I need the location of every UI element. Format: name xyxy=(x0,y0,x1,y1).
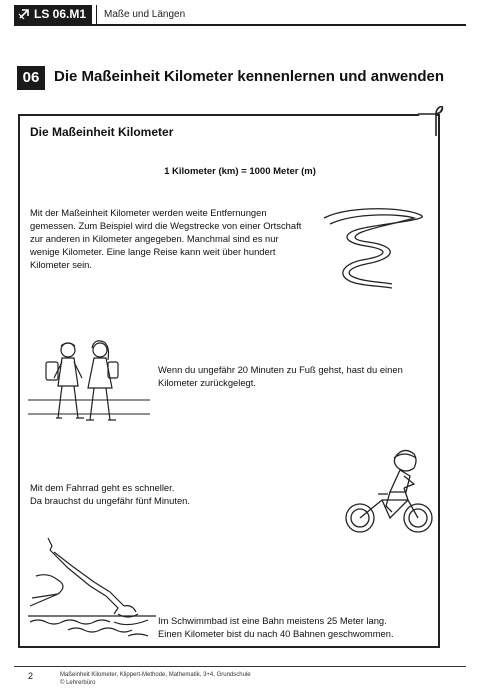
diving-swimmer-icon xyxy=(28,536,156,646)
walking-paragraph xyxy=(158,363,428,389)
text-line: gemessen. Zum Beispiel wird die Wegstrecke von einer Ortschaft xyxy=(30,220,302,231)
lesson-code-badge xyxy=(14,5,92,24)
fold-arrow-icon xyxy=(18,8,30,20)
header-divider xyxy=(96,5,97,24)
page-curl-icon xyxy=(414,106,446,140)
header-rule xyxy=(14,24,466,26)
winding-road-icon xyxy=(322,202,434,294)
cyclist-icon xyxy=(342,446,436,536)
page-title: Die Maßeinheit Kilometer kennenlernen und anwenden xyxy=(54,68,445,85)
text-line: Da brauchst du ungefähr fünf Minuten. xyxy=(30,495,190,506)
text-line: Kilometer zurückgelegt. xyxy=(158,377,256,388)
text-line: Mit der Maßeinheit Kilometer werden weite Entfernungen xyxy=(30,207,267,218)
subject-label: Maße und Längen xyxy=(104,9,186,20)
page-header xyxy=(0,0,480,24)
text-line: Einen Kilometer bist du nach 40 Bahnen geschwommen. xyxy=(158,628,394,639)
km-formula: 1 Kilometer (km) = 1000 Meter (m) xyxy=(164,166,316,177)
text-line: Mit dem Fahrrad geht es schneller. xyxy=(30,482,175,493)
text-line: Kilometer sein. xyxy=(30,259,93,270)
footer-credits xyxy=(60,671,251,687)
page-number: 2 xyxy=(28,671,34,681)
footer-copyright: © Lehrerbüro xyxy=(60,680,96,686)
intro-paragraph xyxy=(30,206,320,271)
footer-source: Maßeinheit Kilometer, Klippert-Methode, Mathematik, 3+4, Grundschule xyxy=(60,672,251,678)
lesson-code: LS 06.M1 xyxy=(34,7,87,21)
section-number: 06 xyxy=(17,66,45,90)
text-line: zur anderen in Kilometer angegeben. Manchmal sind es nur xyxy=(30,233,279,244)
walking-children-icon xyxy=(28,338,150,430)
text-line: Wenn du ungefähr 20 Minuten zu Fuß gehst, hast du einen xyxy=(158,364,403,375)
text-line: Im Schwimmbad ist eine Bahn meistens 25 Meter lang. xyxy=(158,615,387,626)
box-title: Die Maßeinheit Kilometer xyxy=(30,125,174,139)
text-line: wenige Kilometer. Eine lange Reise kann weit über hundert xyxy=(30,246,276,257)
cycling-paragraph xyxy=(30,481,290,507)
swimming-paragraph xyxy=(158,614,438,640)
footer-rule xyxy=(14,666,466,667)
